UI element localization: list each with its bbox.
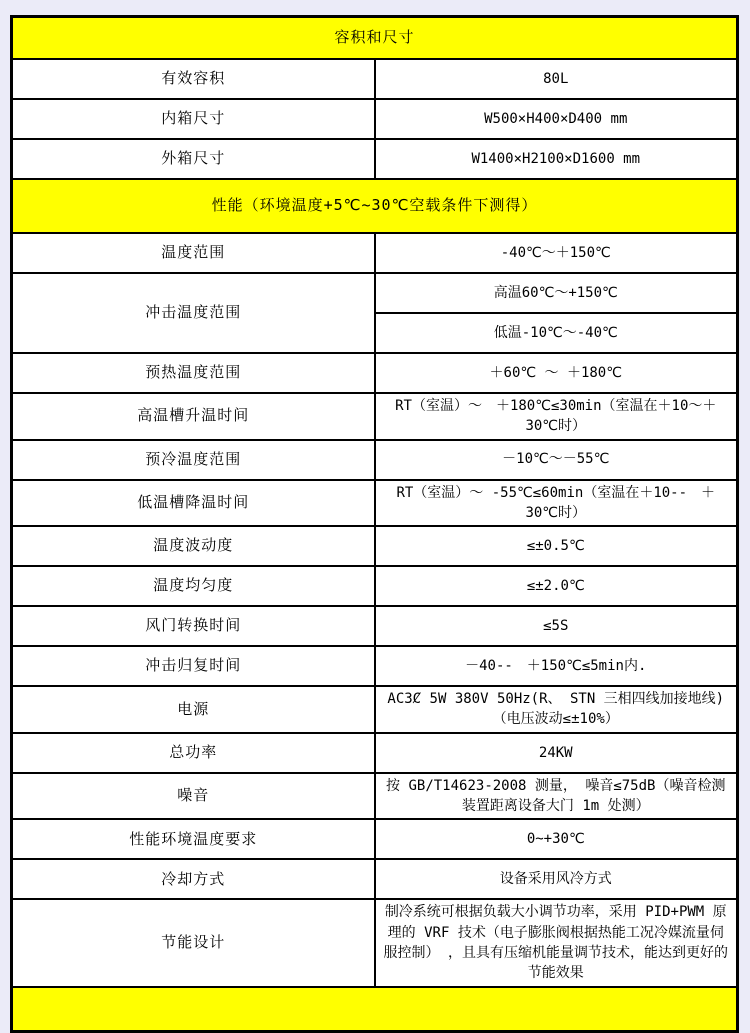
- spec-value: 制冷系统可根据负载大小调节功率，采用 PID+PWM 原理的 VRF 技术（电子膨胀阀根据热能工况冷媒流量伺服控制） ，且具有压缩机能量调节技术，能达到更好的节能效果: [375, 899, 738, 986]
- section-row: [12, 987, 738, 1032]
- table-row: [12, 859, 738, 899]
- spec-value: 24KW: [375, 733, 738, 773]
- spec-label: 冷却方式: [12, 859, 375, 899]
- table-row: [12, 139, 738, 179]
- table-row: [12, 273, 738, 313]
- spec-label: 温度均匀度: [12, 566, 375, 606]
- spec-value: W500×H400×D400 mm: [375, 99, 738, 139]
- table-row: [12, 440, 738, 480]
- section-header: 性能（环境温度+5℃~30℃空载条件下测得）: [12, 179, 738, 233]
- spec-table-body: [12, 17, 738, 1032]
- spec-label: 冲击温度范围: [12, 273, 375, 353]
- spec-subvalue: 低温-10℃～-40℃: [375, 313, 738, 353]
- spec-label: 有效容积: [12, 59, 375, 99]
- spec-value: ≤±2.0℃: [375, 566, 738, 606]
- spec-subvalue: 高温60℃～+150℃: [375, 273, 738, 313]
- spec-label: 温度波动度: [12, 526, 375, 566]
- spec-value: 设备采用风冷方式: [375, 859, 738, 899]
- section-header: 容积和尺寸: [12, 17, 738, 60]
- spec-label: 预冷温度范围: [12, 440, 375, 480]
- spec-value: 0~+30℃: [375, 819, 738, 859]
- spec-label: 总功率: [12, 733, 375, 773]
- spec-label: 电源: [12, 686, 375, 733]
- table-row: [12, 480, 738, 527]
- spec-value: 80L: [375, 59, 738, 99]
- spec-value: -40℃～＋150℃: [375, 233, 738, 273]
- section-header: [12, 987, 738, 1032]
- spec-value: ＋60℃ ～ ＋180℃: [375, 353, 738, 393]
- table-row: [12, 733, 738, 773]
- table-row: [12, 233, 738, 273]
- spec-value: W1400×H2100×D1600 mm: [375, 139, 738, 179]
- table-row: [12, 393, 738, 440]
- table-row: [12, 899, 738, 986]
- table-row: [12, 59, 738, 99]
- spec-label: 外箱尺寸: [12, 139, 375, 179]
- spec-label: 风门转换时间: [12, 606, 375, 646]
- table-row: [12, 646, 738, 686]
- spec-label: 噪音: [12, 773, 375, 820]
- table-row: [12, 686, 738, 733]
- spec-value: ≤±0.5℃: [375, 526, 738, 566]
- table-row: [12, 99, 738, 139]
- spec-label: 节能设计: [12, 899, 375, 986]
- spec-value: 按 GB/T14623-2008 测量， 噪音≤75dB（噪音检测装置距离设备大门 1m 处测）: [375, 773, 738, 820]
- table-row: [12, 819, 738, 859]
- section-row: [12, 17, 738, 60]
- spec-label: 高温槽升温时间: [12, 393, 375, 440]
- spec-value: －10℃～－55℃: [375, 440, 738, 480]
- table-row: [12, 566, 738, 606]
- spec-value: AC3Ȼ 5W 380V 50Hz(R、 STN 三相四线加接地线)（电压波动≤±10%）: [375, 686, 738, 733]
- section-row: [12, 179, 738, 233]
- table-row: [12, 353, 738, 393]
- spec-label: 性能环境温度要求: [12, 819, 375, 859]
- spec-label: 温度范围: [12, 233, 375, 273]
- spec-label: 冲击归复时间: [12, 646, 375, 686]
- spec-value: ≤5S: [375, 606, 738, 646]
- spec-value: RT（室温）～ ＋180℃≤30min（室温在＋10～＋30℃时）: [375, 393, 738, 440]
- spec-label: 预热温度范围: [12, 353, 375, 393]
- spec-value: －40-- ＋150℃≤5min内.: [375, 646, 738, 686]
- spec-table: [10, 15, 739, 1033]
- spec-value: RT（室温）～ -55℃≤60min（室温在＋10-- ＋30℃时）: [375, 480, 738, 527]
- table-row: [12, 526, 738, 566]
- spec-label: 内箱尺寸: [12, 99, 375, 139]
- spec-label: 低温槽降温时间: [12, 480, 375, 527]
- table-row: [12, 606, 738, 646]
- table-row: [12, 773, 738, 820]
